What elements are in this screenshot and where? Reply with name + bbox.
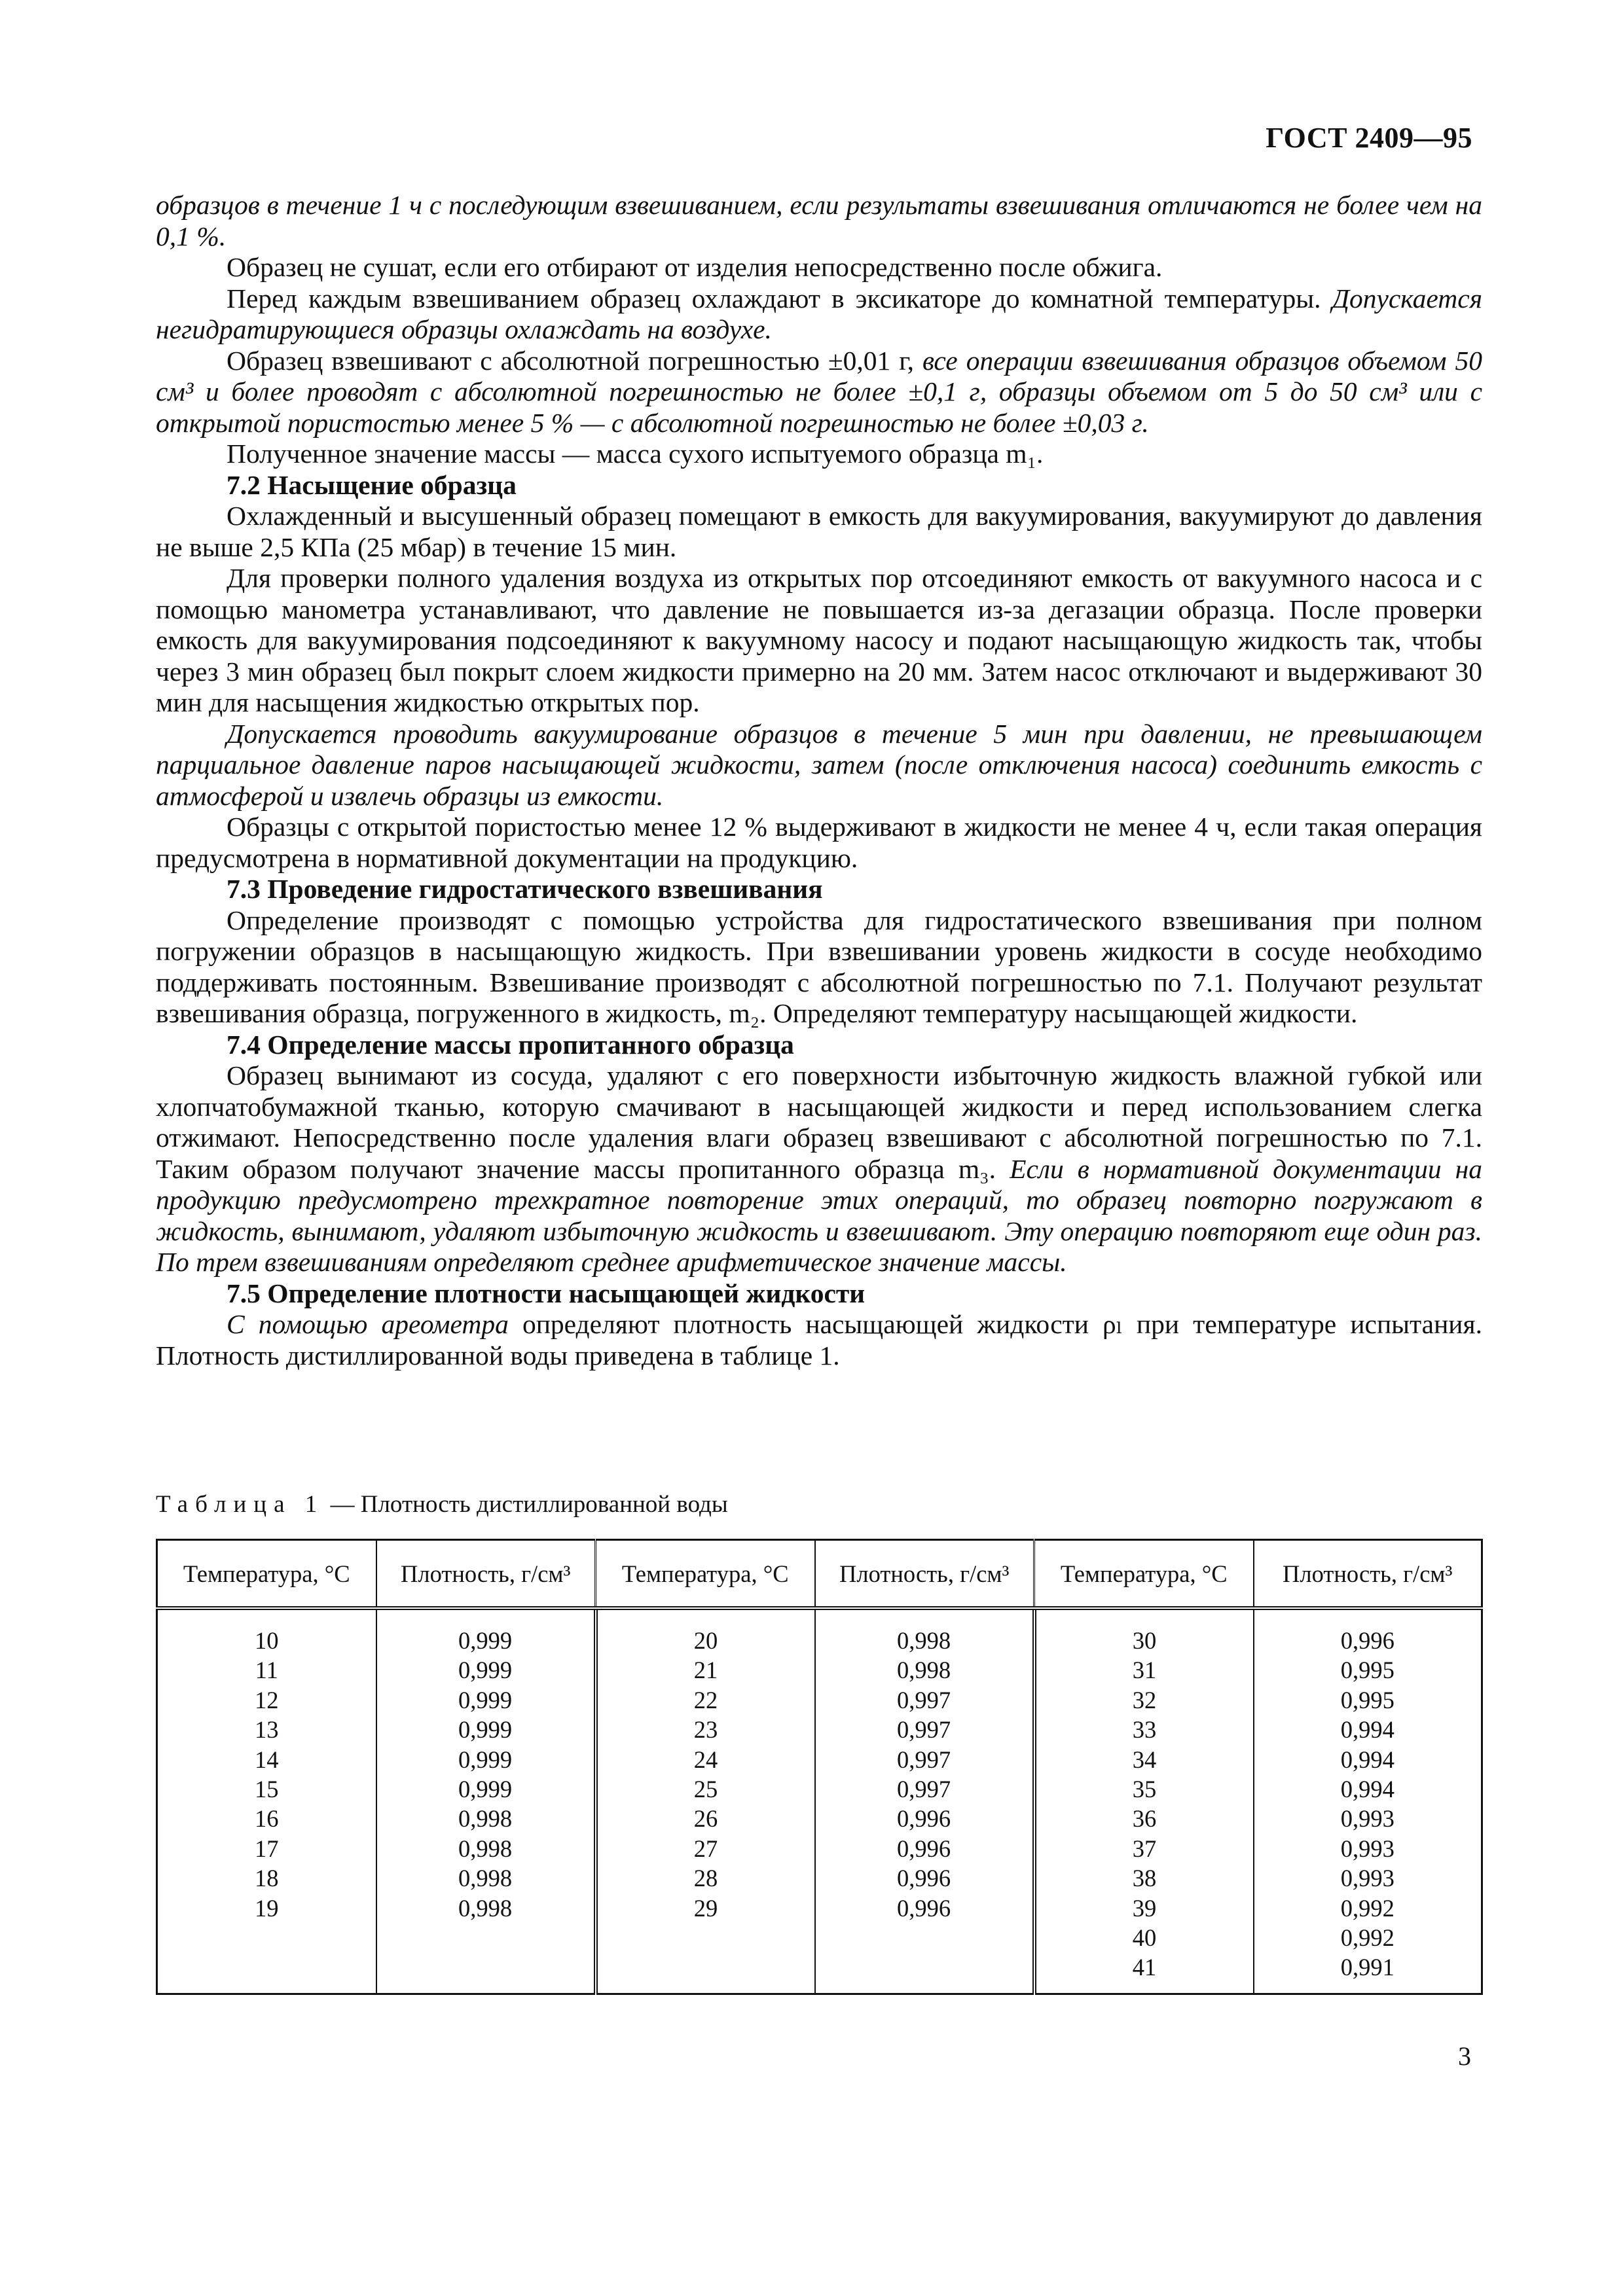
paragraph-text-italic: С помощью ареометра — [227, 1309, 509, 1339]
table-cell-value: 0,996 — [1340, 1627, 1395, 1654]
paragraph: Допускается проводить вакуумирование образцов в течение 5 мин при давлении, не превышающем парциальное давление паров насыщающей жидкости, затем (после отключения насоса) соединить емкость с атмосферой и извлечь образцы из емкости. — [156, 718, 1482, 811]
table-cell-value: 10 — [255, 1627, 279, 1654]
table-cell-value: 0,994 — [1340, 1775, 1395, 1803]
table-cell-value: 0,998 — [458, 1835, 513, 1862]
table-cell-value: 11 — [255, 1657, 278, 1684]
table-cell-value: 0,997 — [896, 1775, 951, 1803]
table-cell-value: 37 — [1132, 1835, 1157, 1862]
table-caption-label: Таблица 1 — [156, 1491, 325, 1518]
table-cell-value: 0,992 — [1340, 1924, 1395, 1951]
table-cell-value: 0,995 — [1340, 1686, 1395, 1713]
paragraph-text: Перед каждым взвешиванием образец охлаждают в эксикаторе до комнатной температуры. — [227, 283, 1321, 314]
table-cell-value: 39 — [1132, 1894, 1157, 1922]
table-cell-value: 0,999 — [458, 1716, 513, 1744]
paragraph: Охлажденный и высушенный образец помещают в емкость для вакуумирования, вакуумируют до давления не выше 2,5 КПа (25 мбар) в течение 15 мин. — [156, 501, 1482, 562]
paragraph: Образцы с открытой пористостью менее 12 % выдерживают в жидкости не менее 4 ч, если такая операция предусмотрена в нормативной документации на продукцию. — [156, 812, 1482, 873]
table-cell-value: 20 — [693, 1627, 718, 1654]
section-heading-7-2: 7.2 Насыщение образца — [227, 469, 517, 500]
table-cell-value: 0,999 — [458, 1746, 513, 1773]
table-cell-value: 35 — [1132, 1775, 1157, 1803]
paragraph: образцов в течение 1 ч с последующим взвешиванием, если результаты взвешивания отличаются не более чем на 0,1 %. — [156, 190, 1482, 251]
table-cell-value: 0,992 — [1340, 1894, 1395, 1922]
paragraph-text-italic: Допускается негидратирующиеся образцы охлаждать на воздухе. — [156, 283, 1482, 344]
table-column-cell — [1254, 1608, 1482, 1994]
density-table — [156, 1539, 1483, 1995]
table-cell-value: 0,999 — [458, 1686, 513, 1713]
table-cell-value: 0,998 — [458, 1865, 513, 1892]
table-cell-value: 0,998 — [458, 1894, 513, 1922]
table-cell-value: 0,999 — [458, 1657, 513, 1684]
table-cell-value: 32 — [1132, 1686, 1157, 1713]
table-cell-value: 0,997 — [896, 1716, 951, 1744]
table-row — [157, 1608, 1482, 1994]
table-column-cell — [596, 1608, 815, 1994]
paragraph — [156, 283, 1482, 346]
column-header-temperature: Температура, °С — [157, 1540, 376, 1609]
page-number: 3 — [1458, 2041, 1471, 2071]
table-cell-value: 30 — [1132, 1627, 1157, 1654]
table-column-cell — [1034, 1608, 1254, 1994]
table-cell-value: 24 — [693, 1746, 718, 1773]
table-cell-value: 16 — [255, 1805, 279, 1833]
column-header-density: Плотность, г/см³ — [815, 1540, 1034, 1609]
table-cell-value: 0,999 — [458, 1627, 513, 1654]
table-cell-value: 28 — [693, 1865, 718, 1892]
section-heading-7-5: 7.5 Определение плотности насыщающей жидкости — [227, 1278, 866, 1308]
paragraph — [156, 1309, 1482, 1371]
table-caption — [156, 1490, 728, 1518]
table-cell-value: 27 — [693, 1835, 718, 1862]
section-heading-7-4: 7.4 Определение массы пропитанного образца — [227, 1029, 794, 1060]
table-cell-value: 18 — [255, 1865, 279, 1892]
table-cell-value: 0,997 — [896, 1746, 951, 1773]
table-cell-value: 13 — [255, 1716, 279, 1744]
paragraph-text: Образец взвешивают с абсолютной погрешностью ±0,01 г, — [227, 345, 914, 376]
table-column-cell — [157, 1608, 376, 1994]
table-cell-value: 0,996 — [896, 1894, 951, 1922]
table-cell-value: 33 — [1132, 1716, 1157, 1744]
table-cell-value: 0,994 — [1340, 1716, 1395, 1744]
table-column-cell — [376, 1608, 596, 1994]
section-heading-7-3: 7.3 Проведение гидростатического взвешивания — [227, 874, 823, 904]
table-column-cell — [815, 1608, 1034, 1994]
column-header-temperature: Температура, °С — [1034, 1540, 1254, 1609]
paragraph: Образец не сушат, если его отбирают от изделия непосредственно после обжига. — [227, 252, 1163, 282]
table-cell-value: 40 — [1132, 1924, 1157, 1951]
paragraph-text: определяют плотность насыщающей жидкости ρₗ при температуре испытания. Плотность дистиллированной воды приведена в таблице 1. — [156, 1309, 1482, 1371]
table-cell-value: 0,999 — [458, 1775, 513, 1803]
table-cell-value: 25 — [693, 1775, 718, 1803]
table-caption-title: — Плотность дистиллированной воды — [330, 1491, 728, 1518]
table-cell-value: 0,996 — [896, 1805, 951, 1833]
table-cell-value: 0,998 — [458, 1805, 513, 1833]
table-cell-value: 21 — [693, 1657, 718, 1684]
table-cell-value: 23 — [693, 1716, 718, 1744]
table-cell-value: 0,993 — [1340, 1865, 1395, 1892]
paragraph — [156, 1060, 1482, 1278]
table-cell-value: 31 — [1132, 1657, 1157, 1684]
table-cell-value: 12 — [255, 1686, 279, 1713]
table-cell-value: 0,997 — [896, 1686, 951, 1713]
table-cell-value: 41 — [1132, 1954, 1157, 1981]
table-header-row — [157, 1540, 1482, 1609]
paragraph-text-italic: Если в нормативной документации на продукцию предусмотрено трехкратное повторение этих операций, то образец повторно погружают в жидкость, вынимают, удаляют избыточную жидкость и взвешивают. Эту операцию повторяют еще один раз. По трем взвешиваниям определяют среднее арифметическое значение массы. — [156, 1153, 1483, 1277]
table-cell-value: 0,996 — [896, 1835, 951, 1862]
table-cell-value: 0,998 — [896, 1657, 951, 1684]
paragraph: Определение производят с помощью устройства для гидростатического взвешивания при полном погружении образцов в насыщающую жидкость. При взвешивании уровень жидкости в сосуде необходимо поддерживать постоянным. Взвешивание производят с абсолютной погрешностью по 7.1. Получают результат взвешивания образца, погруженного в жидкость, m₂. Определяют температуру насыщающей жидкости. — [156, 905, 1482, 1028]
paragraph — [156, 346, 1482, 439]
paragraph: Полученное значение массы — масса сухого испытуемого образца m₁. — [227, 439, 1044, 469]
table-cell-value: 38 — [1132, 1865, 1157, 1892]
table-cell-value: 14 — [255, 1746, 279, 1773]
table-cell-value: 0,996 — [896, 1865, 951, 1892]
table-cell-value: 0,993 — [1340, 1805, 1395, 1833]
table-cell-value: 0,991 — [1340, 1954, 1395, 1981]
table-cell-value: 26 — [693, 1805, 718, 1833]
table-cell-value: 0,998 — [896, 1627, 951, 1654]
column-header-density: Плотность, г/см³ — [376, 1540, 596, 1609]
table-cell-value: 15 — [255, 1775, 279, 1803]
table-cell-value: 17 — [255, 1835, 279, 1862]
document-id: ГОСТ 2409—95 — [1266, 122, 1472, 154]
table-cell-value: 0,995 — [1340, 1657, 1395, 1684]
document-body — [156, 190, 1482, 1371]
column-header-density: Плотность, г/см³ — [1254, 1540, 1482, 1609]
paragraph: Для проверки полного удаления воздуха из открытых пор отсоединяют емкость от вакуумного насоса и с помощью манометра устанавливают, что давление не повышается из-за дегазации образца. После проверки емкость для вакуумирования подсоединяют к вакуумному насосу и подают насыщающую жидкость так, чтобы через 3 мин образец был покрыт слоем жидкости примерно на 20 мм. Затем насос отключают и выдерживают 30 мин для насыщения жидкостью открытых пор. — [156, 563, 1482, 717]
table-cell-value: 0,993 — [1340, 1835, 1395, 1862]
table-cell-value: 19 — [255, 1894, 279, 1922]
paragraph-text-italic: все операции взвешивания образцов объемом 50 см³ и более проводят с абсолютной погрешностью не более ±0,1 г, образцы объемом от 5 до 50 см³ или с открытой пористостью менее 5 % — с абсолютной погрешностью не более ±0,03 г. — [156, 345, 1483, 438]
table-cell-value: 0,994 — [1340, 1746, 1395, 1773]
column-header-temperature: Температура, °С — [596, 1540, 815, 1609]
paragraph-text: Образец вынимают из сосуда, удаляют с его поверхности избыточную жидкость влажной губкой или хлопчатобумажной тканью, которую смачивают в насыщающей жидкости и перед использованием слегка отжимают. Непосредственно после удаления влаги образец взвешивают с абсолютной погрешностью по 7.1. Таким образом получают значение массы пропитанного образца m₃. — [156, 1060, 1482, 1184]
table-cell-value: 36 — [1132, 1805, 1157, 1833]
table-cell-value: 34 — [1132, 1746, 1157, 1773]
table-cell-value: 29 — [693, 1894, 718, 1922]
table-cell-value: 22 — [693, 1686, 718, 1713]
